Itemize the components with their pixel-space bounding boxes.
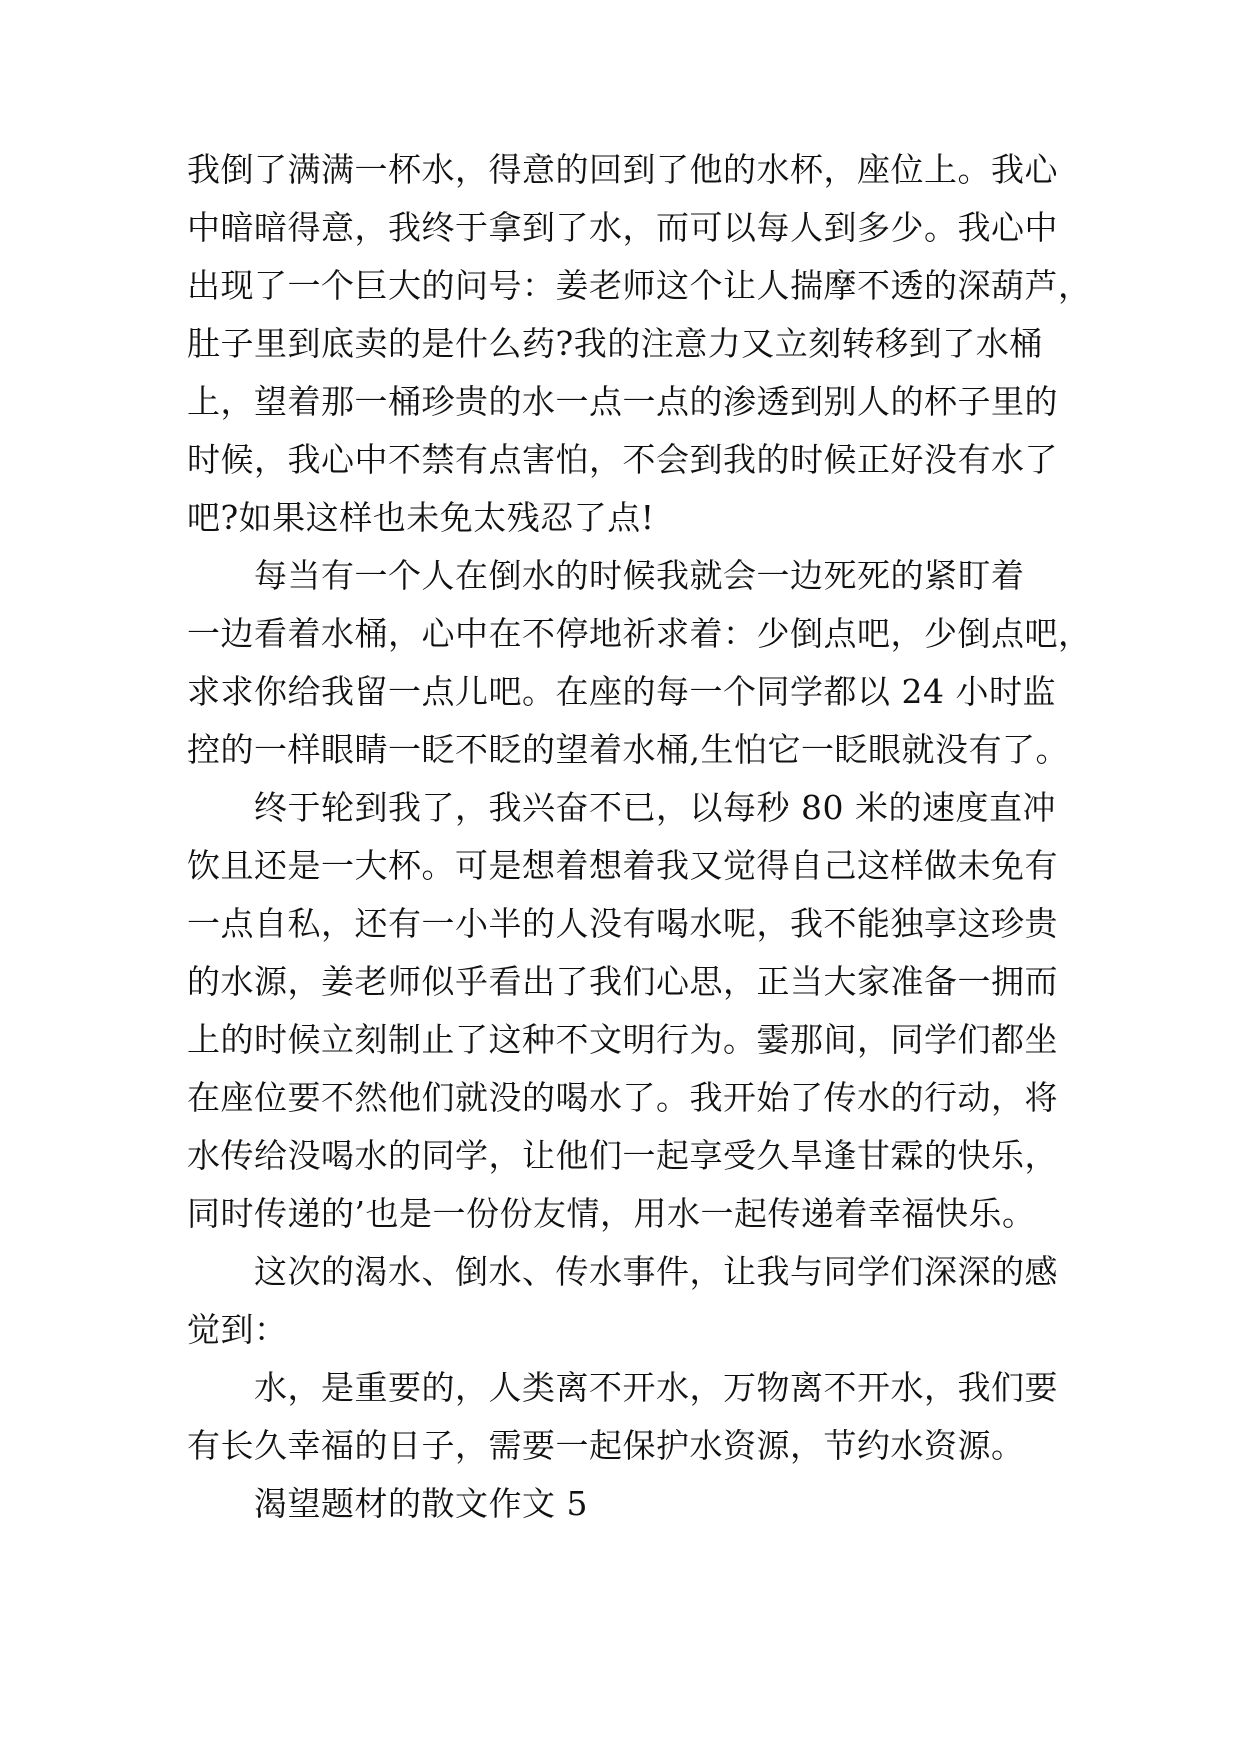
text-line: 吧?如果这样也未免太残忍了点! xyxy=(187,498,655,537)
text-line: 上的时候立刻制止了这种不文明行为。霎那间，同学们都坐 xyxy=(187,1020,1058,1059)
text-line: 一边看着水桶，心中在不停地祈求着：少倒点吧，少倒点吧， xyxy=(187,614,1092,653)
text-line: 求求你给我留一点儿吧。在座的每一个同学都以 24 小时监 xyxy=(187,672,1056,711)
text-line: 有长久幸福的日子，需要一起保护水资源，节约水资源。 xyxy=(187,1426,1025,1465)
text-line: 觉到： xyxy=(187,1310,288,1349)
text-line: 在座位要不然他们就没的喝水了。我开始了传水的行动，将 xyxy=(187,1078,1058,1117)
text-line: 上，望着那一桶珍贵的水一点一点的渗透到别人的杯子里的 xyxy=(187,382,1058,421)
section-heading: 渴望题材的散文作文 5 xyxy=(254,1484,588,1523)
text-line: 时候，我心中不禁有点害怕，不会到我的时候正好没有水了 xyxy=(187,440,1058,479)
paragraph-start-line: 这次的渴水、倒水、传水事件，让我与同学们深深的感 xyxy=(254,1252,1058,1291)
text-line: 中暗暗得意，我终于拿到了水，而可以每人到多少。我心中 xyxy=(187,208,1058,247)
text-line: 出现了一个巨大的问号：姜老师这个让人揣摩不透的深葫芦， xyxy=(187,266,1092,305)
text-line: 水传给没喝水的同学，让他们一起享受久旱逢甘霖的快乐， xyxy=(187,1136,1058,1175)
text-line: 我倒了满满一杯水，得意的回到了他的水杯，座位上。我心 xyxy=(187,150,1058,189)
paragraph-start-line: 每当有一个人在倒水的时候我就会一边死死的紧盯着 xyxy=(254,556,1025,595)
text-line: 饮且还是一大杯。可是想着想着我又觉得自己这样做未免有 xyxy=(187,846,1058,885)
text-line: 一点自私，还有一小半的人没有喝水呢，我不能独享这珍贵 xyxy=(187,904,1058,943)
text-line: 的水源，姜老师似乎看出了我们心思，正当大家准备一拥而 xyxy=(187,962,1058,1001)
text-line: 同时传递的’也是一份份友情，用水一起传递着幸福快乐。 xyxy=(187,1194,1036,1233)
text-line: 肚子里到底卖的是什么药?我的注意力又立刻转移到了水桶 xyxy=(187,324,1043,363)
paragraph-start-line: 水，是重要的，人类离不开水，万物离不开水，我们要 xyxy=(254,1368,1058,1407)
text-line: 控的一样眼睛一眨不眨的望着水桶,生怕它一眨眼就没有了。 xyxy=(187,730,1069,769)
paragraph-start-line: 终于轮到我了，我兴奋不已，以每秒 80 米的速度直冲 xyxy=(254,788,1056,827)
